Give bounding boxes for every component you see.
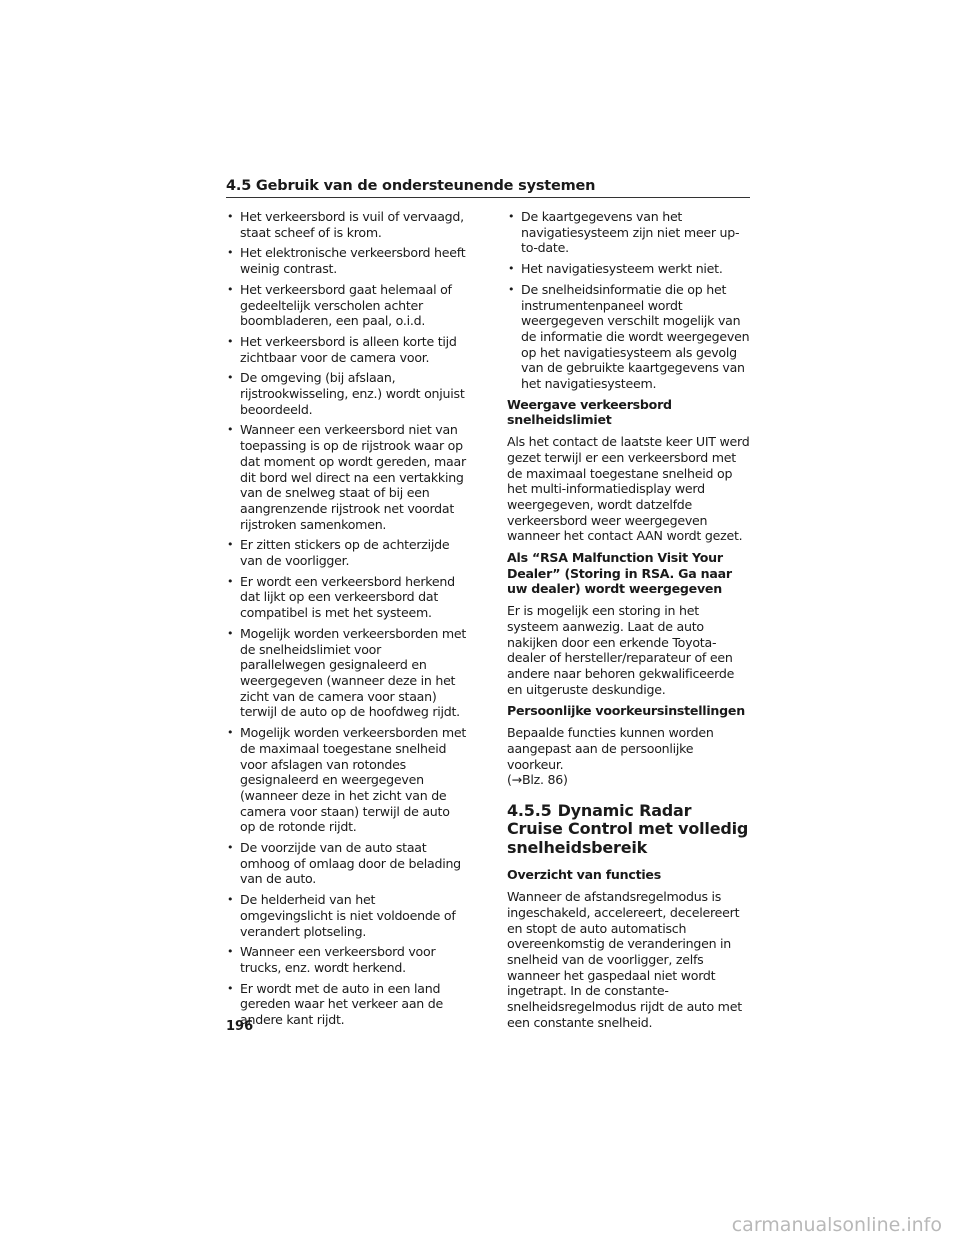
page-header <box>226 178 750 198</box>
page-reference-link[interactable]: (→Blz. 86) <box>507 772 568 788</box>
list-item: • De voorzijde van de auto staat omhoog of omlaag door de belading van de auto. <box>226 840 468 887</box>
list-item: • Er wordt met de auto in een land gereden waar het verkeer aan de andere kant rijdt. <box>226 981 468 1028</box>
list-item: • Wanneer een verkeersbord niet van toepassing is op de rijstrook waar op dat moment op wordt gereden, maar dit bord wel direct na een vertakking van de snelweg staat of bij een aangrenzende rijstrook net voordat rijstroken samenkomen. <box>226 422 468 532</box>
personal-settings-text <box>507 725 750 788</box>
section-title <box>507 802 750 858</box>
left-bullet-list <box>226 209 468 1028</box>
personal-settings-body: Bepaalde functies kunnen worden aangepast aan de persoonlijke voorkeur. <box>507 725 714 772</box>
list-item: • De snelheidsinformatie die op het instrumentenpaneel wordt weergegeven verschilt mogelijk van de informatie die wordt weergegeven op het navigatiesysteem als gevolg van de gebruikte kaartgegevens van het navigatiesysteem. <box>507 282 750 392</box>
page-number: 196 <box>226 1019 254 1034</box>
list-item: • De helderheid van het omgevingslicht is niet voldoende of verandert plotseling. <box>226 892 468 939</box>
list-item: • De omgeving (bij afslaan, rijstrookwisseling, enz.) wordt onjuist beoordeeld. <box>226 370 468 417</box>
right-bullet-list <box>507 209 750 392</box>
list-item: • Er wordt een verkeersbord herkend dat lijkt op een verkeersbord dat compatibel is met het systeem. <box>226 574 468 621</box>
section-number: 4.5.5 <box>507 800 552 820</box>
left-column <box>226 209 468 1033</box>
list-item: • Het navigatiesysteem werkt niet. <box>507 261 750 277</box>
list-item: • Mogelijk worden verkeersborden met de maximaal toegestane snelheid voor afslagen van rotondes gesignaleerd en weergegeven (wanneer deze in het zicht van de camera voor staan) terwijl de auto op de rotonde rijdt. <box>226 725 468 835</box>
page-header-title: 4.5 Gebruik van de ondersteunende systemen <box>226 178 596 194</box>
malfunction-heading: Als “RSA Malfunction Visit Your Dealer” (Storing in RSA. Ga naar uw dealer) wordt weergegeven <box>507 550 732 597</box>
list-item: • Het verkeersbord is alleen korte tijd zichtbaar voor de camera voor. <box>226 334 468 365</box>
list-item: • Het verkeersbord gaat helemaal of gedeeltelijk verscholen achter boombladeren, een paal, o.i.d. <box>226 282 468 329</box>
list-item: • Het elektronische verkeersbord heeft weinig contrast. <box>226 245 468 276</box>
overview-text: Wanneer de afstandsregelmodus is ingeschakeld, accelereert, decelereert en stopt de auto automatisch overeenkomstig de veranderingen in snelheid van de voorligger, zelfs wanneer het gaspedaal niet wordt ingetrapt. In de constante-snelheidsregelmodus rijdt de auto met een constante snelheid. <box>507 889 742 1030</box>
display-heading: Weergave verkeersbord snelheidslimiet <box>507 396 672 428</box>
malfunction-text: Er is mogelijk een storing in het systeem aanwezig. Laat de auto nakijken door een erkende Toyota-dealer of hersteller/reparateur of een andere naar behoren gekwalificeerde en uitgeruste deskundige. <box>507 603 735 697</box>
list-item: • Het verkeersbord is vuil of vervaagd, staat scheef of is krom. <box>226 209 468 240</box>
personal-settings-heading: Persoonlijke voorkeursinstellingen <box>507 703 745 719</box>
list-item: • Wanneer een verkeersbord voor trucks, enz. wordt herkend. <box>226 944 468 975</box>
display-text: Als het contact de laatste keer UIT werd gezet terwijl er een verkeersbord met de maximaal toegestane snelheid op het multi-informatiedisplay werd weergegeven, wordt datzelfde verkeersbord weer weergegeven wanneer het contact AAN wordt gezet. <box>507 434 750 544</box>
list-item: • Er zitten stickers op de achterzijde van de voorligger. <box>226 537 468 568</box>
list-item: • De kaartgegevens van het navigatiesysteem zijn niet meer up-to-date. <box>507 209 750 256</box>
section-title-text: Dynamic Radar Cruise Control met volledig snelheidsbereik <box>507 800 749 857</box>
watermark: carmanualsonline.info <box>731 1214 942 1236</box>
list-item: • Mogelijk worden verkeersborden met de snelheidslimiet voor parallelwegen gesignaleerd en weergegeven (wanneer deze in het zicht van de camera voor staan) terwijl de auto op de hoofdweg rijdt. <box>226 626 468 720</box>
right-column <box>507 209 750 1036</box>
overview-heading: Overzicht van functies <box>507 867 661 883</box>
